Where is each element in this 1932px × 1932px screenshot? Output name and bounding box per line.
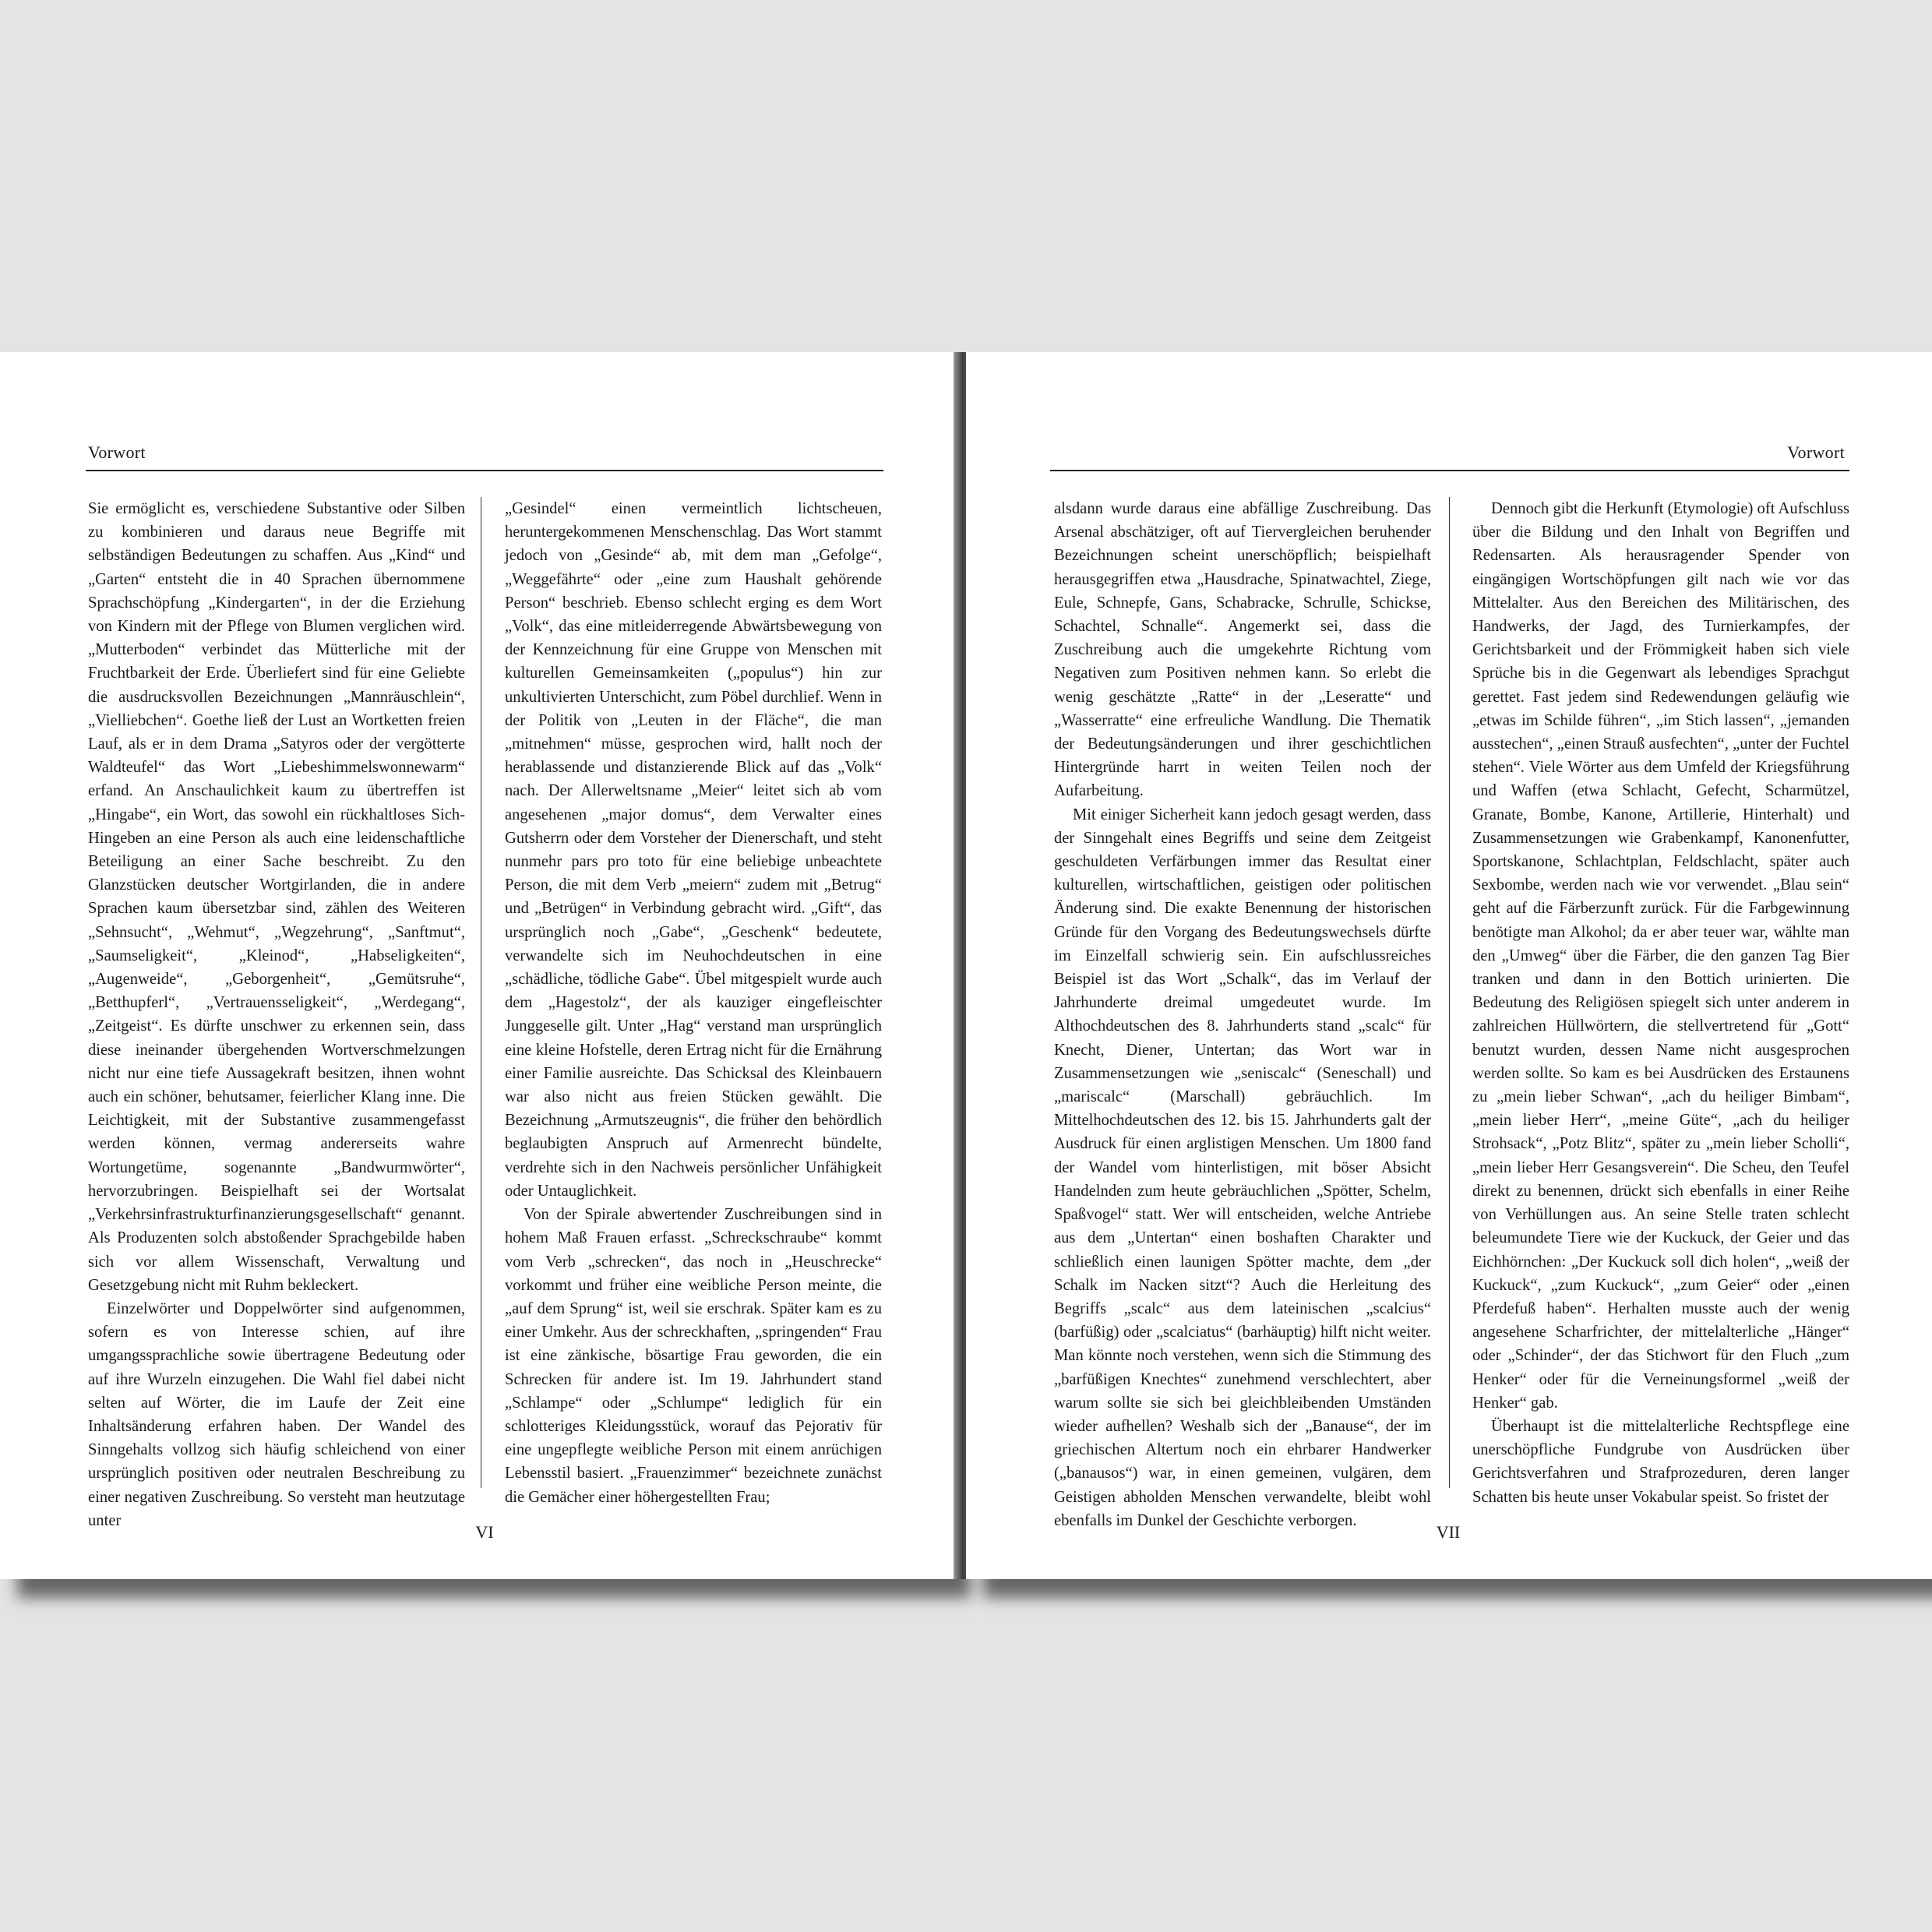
left-page <box>0 352 954 1579</box>
paragraph: „Gesindel“ einen vermeintlich lichtscheuen, heruntergekommenen Menschenschlag. Das Wort stammt jedoch von „Gesinde“ ab, mit dem man „Gefolge“, „Weggefährte“ oder „eine zum Haushalt gehörende Person“ beschrieb. Ebenso schlecht erging es dem Wort „Volk“, das eine mitleiderregende Abwärtsbewegung von der Kennzeichnung für eine Gruppe von Menschen mit kulturellen Gemeinsamkeiten („populus“) hin zur unkultivierten Unterschicht, zum Pöbel durchlief. Wenn in der Politik von „Leuten in der Fläche“, die man „mitnehmen“ müsse, gesprochen wird, hallt noch der herablassende und distanzierende Blick auf das „Volk“ nach. Der Allerweltsname „Meier“ leitet sich ab vom angesehenen „major domus“, dem Verwalter eines Gutsherrn oder dem Vorsteher der Dienerschaft, und steht nunmehr pars pro toto für eine beliebige unbeachtete Person, die mit dem Verb „meiern“ zudem mit „Betrug“ und „Betrügen“ in Verbindung gebracht wird. „Gift“, das ursprünglich noch „Gabe“, „Geschenk“ bedeutete, verwandelte sich im Neuhochdeutschen in eine „schädliche, tödliche Gabe“. Übel mitgespielt wurde auch dem „Hagestolz“, der als kauziger eingefleischter Junggeselle gilt. Unter „Hag“ verstand man ursprünglich eine kleine Hofstelle, deren Ertrag nicht für die Ernährung einer Familie ausreichte. Das Schicksal des Kleinbauern war also nicht aus freien Stücken gewählt. Die Bezeichnung „Armutszeugnis“, die früher den behördlich beglaubigten Anspruch auf Armenrecht bündelte, verdrehte sich in den Nachweis persönlicher Unfähigkeit oder Untauglichkeit. <box>505 500 882 1200</box>
paragraph: Dennoch gibt die Herkunft (Etymologie) oft Aufschluss über die Bildung und den Inhalt von Begriffen und Redensarten. Als herausragender Spender von eingängigen Wortschöpfungen gilt nach wie vor das Mittelalter. Aus den Bereichen des Militärischen, des Handwerks, der Jagd, des Turnierkampfes, der Gerichtsbarkeit und der Frömmigkeit haben sich viele Sprüche bis in die Gegenwart als lebendiges Sprachgut gerettet. Fast jedem sind Redewendungen geläufig wie „etwas im Schilde führen“, „im Stich lassen“, „jemanden ausstechen“, „einen Strauß ausfechten“, „unter der Fuchtel stehen“. Viele Wörter aus dem Umfeld der Kriegsführung und Waffen (etwa Schlacht, Gefecht, Scharmützel, Granate, Bombe, Kanone, Artillerie, Hinterhalt) und Zusammensetzungen wie Grabenkampf, Kanonenfutter, Sportskanone, Schlachtplan, Feldschlacht, später auch Sexbombe, werden nach wie vor verwendet. „Blau sein“ geht auf die Färberzunft zurück. Für die Farbgewinnung benötigte man Alkohol; da er aber teuer war, wählte man den „Umweg“ über die Färber, die den ganzen Tag Bier tranken und dann in den Bottich urinierten. Die Bedeutung des Religiösen spiegelt sich unter anderem in zahlreichen Hüllwörtern, die stellvertretend für „Gott“ benutzt wurden, dessen Name nicht ausgesprochen werden sollte. So kam es bei Ausdrücken des Erstaunens zu „mein lieber Schwan“, „ach du heiliger Bimbam“, „mein lieber Herr“, „meine Güte“, „ach du heiliger Strohsack“, „Potz Blitz“, später zu „mein lieber Scholli“, „mein lieber Herr Gesangsverein“. Die Scheu, den Teufel direkt zu benennen, drückt sich ebenfalls in einer Reihe von Verhüllungen aus. An seine Stelle traten schlecht beleumundete Tiere wie der Kuckuck, der Geier und das Eichhörnchen: „Der Kuckuck soll dich holen“, „weiß der Kuckuck“, „zum Kuckuck“, „zum Geier“ oder „einen Pferdefuß haben“. Herhalten musste auch der wenig angesehene Scharfrichter, der mittelalterliche „Hänger“ oder „Schinder“, der das Stichwort für den Fluch „zum Henker“ oder für die Verneinungsformel „weiß der Henker“ gab. <box>1472 500 1849 1412</box>
column-rule <box>1449 497 1450 1488</box>
paragraph: Mit einiger Sicherheit kann jedoch gesagt werden, dass der Sinngehalt eines Begriffs und seine dem Zeitgeist geschuldeten Verfärbungen immer das Resultat einer kulturellen, wirtschaftlichen, geistigen oder politischen Änderung sind. Die exakte Benennung der historischen Gründe für den Vorgang des Bedeutungswechsels dürfte im Einzelfall schwierig sein. Ein aufschlussreiches Beispiel ist das Wort „Schalk“, das im Verlauf der Jahrhunderte dreimal umgedeutet wurde. Im Althochdeutschen des 8. Jahrhunderts stand „scalc“ für Knecht, Diener, Untertan; das Wort war in Zusammensetzungen wie „seniscalc“ (Seneschall) und „mariscalc“ (Marschall) gebräuchlich. Im Mittelhochdeutschen des 12. bis 15. Jahrhunderts galt der Ausdruck für einen arglistigen Menschen. Um 1800 fand der Wandel vom hinterlistigen, mit böser Absicht Handelnden zum heute gebräuchlichen „Spötter, Schelm, Spaßvogel“ statt. Wer will entscheiden, welche Antriebe aus dem „Untertan“ einen boshaften Charakter und schließlich einen launigen Spötter machte, dem „der Schalk im Nacken sitzt“? Auch die Herleitung des Begriffs „scalc“ aus dem lateinischen „scalcius“ (barfüßig) oder „scalciatus“ (barhäuptig) hilft nicht weiter. Man könnte noch verstehen, wenn sich die Stimmung des „barfüßigen Knechtes“ zunehmend verschlechtert, aber warum sollte sie sich bei gleichbleibenden Umständen wieder aufhellen? Weshalb sich der „Banause“, der im griechischen Altertum noch ein ehrbarer Handwerker („banausos“) war, in einen gemeinen, vulgären, dem Geistigen abholden Menschen verwandelte, bleibt wohl ebenfalls im Dunkel der Geschichte verborgen. <box>1054 806 1431 1529</box>
running-head: Vorwort <box>88 442 146 462</box>
paragraph: Überhaupt ist die mittelalterliche Rechtspflege eine unerschöpfliche Fundgrube von Ausdrücken über Gerichtsverfahren und Strafprozeduren, deren langer Schatten bis heute unser Vokabular speist. So fristet der <box>1472 1417 1849 1506</box>
right-page <box>966 352 1932 1579</box>
page-number: VI <box>475 1522 494 1542</box>
paragraph: Von der Spirale abwertender Zuschreibungen sind in hohem Maß Frauen erfasst. „Schreckschraube“ kommt vom Verb „schrecken“, das noch in „Heuschrecke“ vorkommt und früher eine weibliche Person meinte, die „auf dem Sprung“ ist, weil sie erschrak. Später kam es zu einer Umkehr. Aus der schreckhaften, „springenden“ Frau ist eine zänkische, bösartige Frau geworden, die ein Schrecken für andere ist. Im 19. Jahrhundert stand „Schlampe“ oder „Schlumpe“ lediglich für ein schlotteriges Kleidungsstück, worauf das Pejorativ für eine ungepflegte weibliche Person mit einem anrüchigen Lebensstil basiert. „Frauenzimmer“ bezeichnete zunächst die Gemächer einer höhergestellten Frau; <box>505 1206 882 1506</box>
text-column-2 <box>1472 497 1849 1509</box>
text-column-1 <box>88 497 465 1532</box>
page-number: VII <box>1436 1522 1461 1542</box>
text-column-2 <box>505 497 882 1509</box>
text-column-1 <box>1054 497 1431 1532</box>
header-rule <box>1050 470 1849 471</box>
paragraph: Sie ermöglicht es, verschiedene Substantive oder Silben zu kombinieren und daraus neue Begriffe mit selbständigen Bedeutungen zu schaffen. Aus „Kind“ und „Garten“ entsteht die in 40 Sprachen übernommene Sprachschöpfung „Kindergarten“, in der die Erziehung von Kindern mit der Pflege von Blumen verglichen wird. „Mutterboden“ verbindet das Mütterliche mit der Fruchtbarkeit der Erde. Überliefert sind für eine Geliebte die ausdrucksvollen Bezeichnungen „Mannräuschlein“, „Vielliebchen“. Goethe ließ der Lust an Wortketten freien Lauf, als er in dem Drama „Satyros oder der vergötterte Waldteufel“ das Wort „Liebeshimmelswonnewarm“ erfand. An Anschaulichkeit kaum zu übertreffen ist „Hingabe“, ein Wort, das sowohl ein rückhaltloses Sich-Hingeben an eine Person als auch eine leidenschaftliche Beteiligung an einer Sache beschreibt. Zu den Glanzstücken deutscher Wortgirlanden, die in andere Sprachen kaum übersetzbar sind, zählen des Weiteren „Sehnsucht“, „Wehmut“, „Wegzehrung“, „Sanftmut“, „Saumseligkeit“, „Kleinod“, „Habseligkeiten“, „Augenweide“, „Geborgenheit“, „Gemütsruhe“, „Betthupferl“, „Vertrauensseligkeit“, „Werdegang“, „Zeitgeist“. Es dürfte unschwer zu erkennen sein, dass diese ineinander übergehenden Wortverschmelzungen nicht nur eine tiefe Aussagekraft besitzen, ihnen wohnt auch ein schöner, behutsamer, feierlicher Klang inne. Die Leichtigkeit, mit der Substantive zusammengefasst werden können, vermag andererseits wahre Wortungetüme, sogenannte „Bandwurmwörter“, hervorzubringen. Beispielhaft sei der Wortsalat „Verkehrsinfrastrukturfinanzierungsgesellschaft“ genannt. Als Produzenten solch abstoßender Sprachgebilde haben sich vor allem Wissenschaft, Verwaltung und Gesetzgebung nicht mit Ruhm bekleckert. <box>88 500 465 1294</box>
paragraph: Einzelwörter und Doppelwörter sind aufgenommen, sofern es von Interesse schien, auf ihre umgangssprachliche sowie übertragene Bedeutung oder auf ihre Wurzeln einzugehen. Die Wahl fiel dabei nicht selten auf Wörter, die im Laufe der Zeit eine Inhaltsänderung erfahren haben. Der Wandel des Sinngehalts vollzog sich häufig schleichend von einer ursprünglich positiven oder neutralen Beschreibung zu einer negativen Zuschreibung. So versteht man heutzutage unter <box>88 1299 465 1529</box>
running-head: Vorwort <box>1787 442 1845 462</box>
header-rule <box>86 470 883 471</box>
paragraph: alsdann wurde daraus eine abfällige Zuschreibung. Das Arsenal abschätziger, oft auf Tiervergleichen beruhender Bezeichnungen scheint unerschöpflich; beispielhaft herausgegriffen etwa „Hausdrache, Spinatwachtel, Ziege, Eule, Schnepfe, Gans, Schabracke, Schrulle, Schickse, Schachtel, Schnalle“. Angemerkt sei, dass die Zuschreibung auch die umgekehrte Richtung vom Negativen zum Positiven nehmen kann. So erlebt die wenig geschätzte „Ratte“ in der „Leseratte“ und „Wasserratte“ eine erfreuliche Wandlung. Die Thematik der Bedeutungsänderungen und ihrer geschichtlichen Hintergründe harrt in weiten Teilen noch der Aufarbeitung. <box>1054 500 1431 800</box>
